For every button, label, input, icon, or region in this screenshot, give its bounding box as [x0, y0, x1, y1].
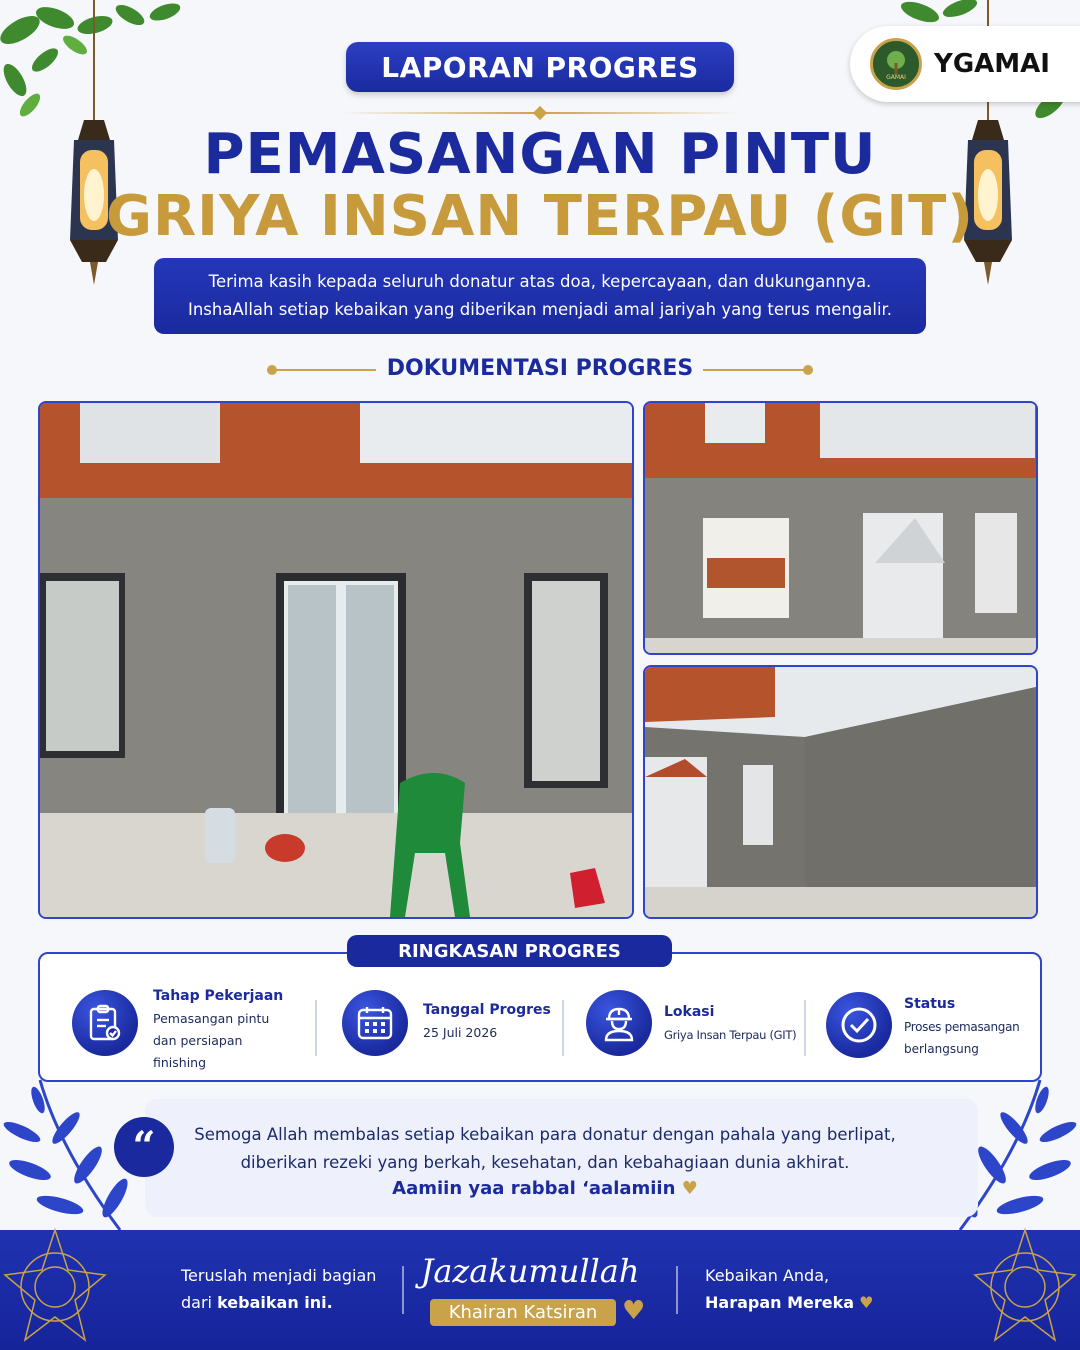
summary-head-status: Status — [904, 996, 956, 1012]
summary-separator — [562, 1000, 564, 1056]
brand-name: YGAMAI — [934, 49, 1050, 79]
summary-item-status — [904, 996, 1039, 1060]
divider-diamond — [533, 106, 547, 120]
heart-icon: ♥ — [622, 1296, 646, 1326]
prayer-line1: Semoga Allah membalas setiap kebaikan para donatur dengan pahala yang berlipat, — [194, 1125, 896, 1144]
progress-photo-main — [38, 401, 634, 919]
summary-head-location: Lokasi — [664, 1004, 715, 1020]
page-title-line2: GRIYA INSAN TERPAU (GIT) — [106, 184, 974, 249]
footer-left-line2 — [181, 1289, 401, 1316]
quote-icon: “ — [114, 1117, 174, 1177]
summary-value-date: 25 Juli 2026 — [423, 1025, 498, 1040]
summary-item-stage — [153, 988, 303, 1074]
thanks-banner — [154, 258, 926, 334]
summary-value-location: Griya Insan Terpau (GIT) — [664, 1028, 797, 1042]
ornament-star-right-icon — [970, 1225, 1080, 1350]
footer-left-text — [181, 1262, 401, 1316]
amin-line — [160, 1178, 930, 1199]
heart-icon: ♥ — [681, 1178, 698, 1199]
progress-photo-bottom-right — [643, 665, 1038, 919]
footer-separator — [402, 1266, 404, 1314]
summary-separator — [804, 1000, 806, 1056]
summary-separator — [315, 1000, 317, 1056]
brand-badge — [850, 26, 1080, 102]
progress-photo-top-right — [643, 401, 1038, 655]
summary-head-date: Tanggal Progres — [423, 1002, 551, 1018]
documentation-title: DOKUMENTASI PROGRES — [386, 356, 694, 381]
summary-title: RINGKASAN PROGRES — [347, 935, 672, 967]
calendar-icon — [342, 990, 408, 1056]
svg-text:GAMAI: GAMAI — [886, 74, 906, 81]
ornament-star-left-icon — [0, 1225, 110, 1350]
thanks-line1: Terima kasih kepada seluruh donatur atas doa, kepercayaan, dan dukungannya. — [208, 272, 872, 291]
footer-right-line2 — [705, 1289, 925, 1316]
footer-right-text — [705, 1262, 925, 1316]
summary-item-date — [423, 1002, 563, 1044]
summary-value-status-1: Proses pemasangan — [904, 1020, 1020, 1034]
prayer-text — [160, 1121, 930, 1177]
summary-head-stage: Tahap Pekerjaan — [153, 988, 284, 1004]
check-circle-icon — [826, 992, 892, 1058]
page-title-line1: PEMASANGAN PINTU — [203, 122, 877, 187]
prayer-line2: diberikan rezeki yang berkah, kesehatan, dan kebahagiaan dunia akhirat. — [240, 1153, 850, 1172]
footer-separator — [676, 1266, 678, 1314]
amin-text: Aamiin yaa rabbal ‘aalamiin — [392, 1178, 676, 1199]
footer-left-bold: kebaikan ini. — [217, 1293, 333, 1312]
footer-right-line1: Kebaikan Anda, — [705, 1266, 830, 1285]
summary-value-status-2: berlangsung — [904, 1042, 979, 1056]
summary-value-stage-1: Pemasangan pintu — [153, 1011, 270, 1026]
thanks-line2: InshaAllah setiap kebaikan yang diberikan menjadi amal jariyah yang terus mengalir. — [187, 300, 893, 319]
worker-icon — [586, 990, 652, 1056]
report-badge: LAPORAN PROGRES — [346, 42, 734, 92]
footer-left-line1: Teruslah menjadi bagian — [181, 1266, 377, 1285]
brand-logo-icon — [870, 38, 922, 90]
footer-script-title: Jazakumullah — [420, 1252, 640, 1290]
footer-right-bold: Harapan Mereka — [705, 1293, 855, 1312]
clipboard-icon — [72, 990, 138, 1056]
footer-script-sub: Khairan Katsiran — [430, 1299, 616, 1326]
summary-item-location — [664, 1004, 804, 1046]
heart-icon: ♥ — [859, 1293, 874, 1312]
footer-left-prefix: dari — [181, 1293, 218, 1312]
summary-value-stage-2: dan persiapan — [153, 1033, 243, 1048]
summary-value-stage-3: finishing — [153, 1055, 207, 1070]
